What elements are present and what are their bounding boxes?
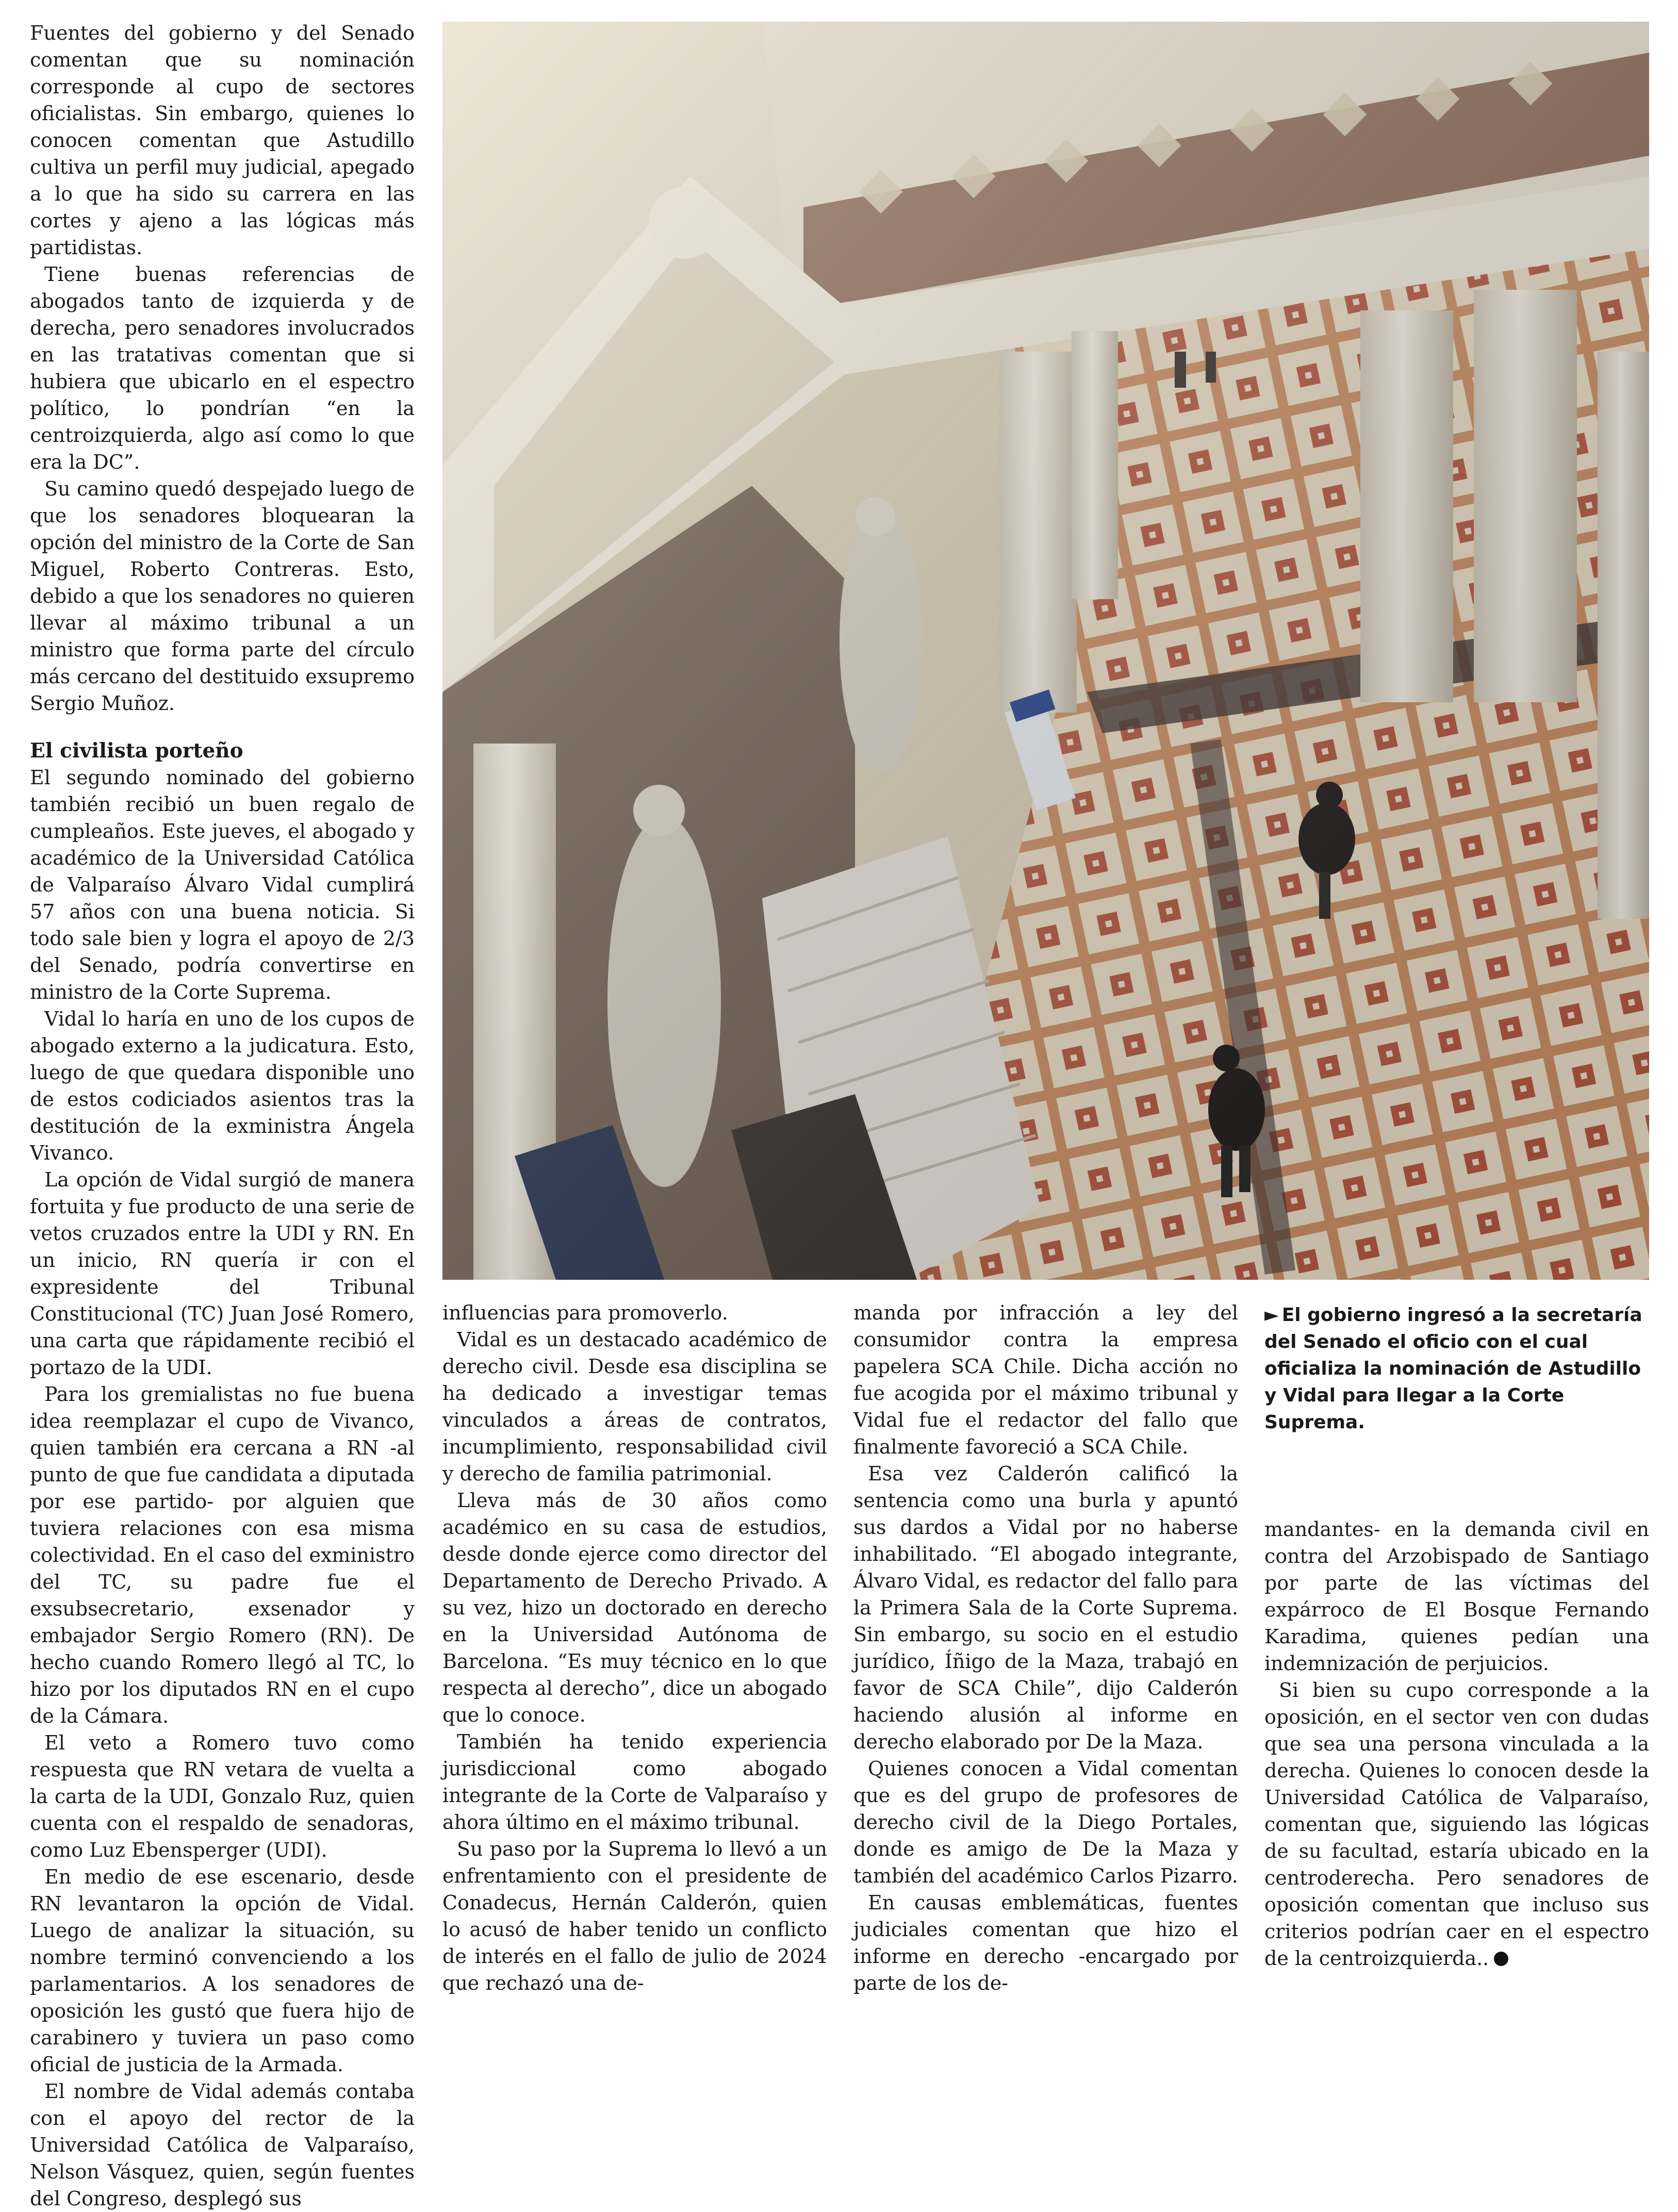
paragraph: En causas emblemáticas, fuentes judiciales comentan que hizo el informe en derecho -encargado por parte de los de- <box>853 1891 1238 1994</box>
paragraph: Vidal es un destacado académico de derecho civil. Desde esa disciplina se ha dedicado a investigar temas vinculados a áreas de contratos, incumplimiento, responsabilidad civil y derecho de familia patrimonial. <box>442 1328 827 1485</box>
paragraph: Su paso por la Suprema lo llevó a un enfrentamiento con el presidente de Conadecus, Hernán Calderón, quien lo acusó de haber tenido un conflicto de interés en el fallo de julio de 2024 que rechazó una de- <box>442 1838 827 1994</box>
paragraph: Esa vez Calderón calificó la sentencia como una burla y apuntó sus dardos a Vidal por no haberse inhabilitado. “El abogado integrante, Álvaro Vidal, es redactor del fallo para la Primera Sala de la Corte Suprema. Sin embargo, su socio en el estudio jurídico, Íñigo de la Maza, trabajó en favor de SCA Chile”, dijo Calderón haciendo alusión al informe en derecho elaborado por De la Maza. <box>853 1462 1238 1753</box>
paragraph: manda por infracción a ley del consumidor contra la empresa papelera SCA Chile. Dicha acción no fue acogida por el máximo tribunal y Vidal fue el redactor del fallo que finalmente favoreció a SCA Chile. <box>853 1301 1238 1458</box>
paragraph: En medio de ese escenario, desde RN levantaron la opción de Vidal. Luego de analizar la situación, su nombre terminó convenciendo a los parlamentarios. A los senadores de oposición les gustó que fuera hijo de carabinero y tuviera un paso como oficial de justicia de la Armada. <box>30 1866 415 2076</box>
paragraph: influencias para promoverlo. <box>442 1301 728 1324</box>
article-column-1 <box>30 20 415 2212</box>
photo-caption <box>1264 1302 1649 1436</box>
section-subheading: El civilista porteño <box>30 739 243 763</box>
article-column-4 <box>1264 1516 1649 1972</box>
paragraph: Su camino quedó despejado luego de que los senadores bloquearan la opción del ministro de la Corte de San Miguel, Roberto Contreras. Esto, debido a que los senadores no quieren llevar al máximo tribunal a un ministro que forma parte del círculo más cercano del destituido exsupremo Sergio Muñoz. <box>30 477 415 715</box>
article-column-2 <box>442 1299 827 1996</box>
caption-arrow-icon: ► <box>1264 1305 1279 1326</box>
paragraph: El veto a Romero tuvo como respuesta que RN vetara de vuelta a la carta de la UDI, Gonzalo Ruz, quien cuenta con el respaldo de senadoras, como Luz Ebensperger (UDI). <box>30 1731 415 1861</box>
caption-text: El gobierno ingresó a la secretaría del Senado el oficio con el cual oficializa la nominación de Astudillo y Vidal para llegar a la Corte Suprema. <box>1264 1305 1642 1433</box>
paragraph: Para los gremialistas no fue buena idea reemplazar el cupo de Vivanco, quien también era cercana a RN -al punto de que fue candidata a diputada por ese partido- por alguien que tuviera relaciones con esa misma colectividad. En el caso del exministro del TC, su padre fue el exsubsecretario, exsenador y embajador Sergio Romero (RN). De hecho cuando Romero llegó al TC, lo hizo por los diputados RN en el cupo de la Cámara. <box>30 1383 415 1727</box>
paragraph: Quienes conocen a Vidal comentan que es del grupo de profesores de derecho civil de la Diego Portales, donde es amigo de De la Maza y también del académico Carlos Pizarro. <box>853 1757 1238 1887</box>
paragraph: mandantes- en la demanda civil en contra del Arzobispado de Santiago por parte de las víctimas del expárroco de El Bosque Fernando Karadima, quienes pedían una indemnización de perjuicios. <box>1264 1518 1649 1675</box>
paragraph: El nombre de Vidal además contaba con el apoyo del rector de la Universidad Católica de Valparaíso, Nelson Vásquez, quien, según fuentes del Congreso, desplegó sus <box>30 2080 415 2210</box>
paragraph: El segundo nominado del gobierno también recibió un buen regalo de cumpleaños. Este jueves, el abogado y académico de la Universidad Católica de Valparaíso Álvaro Vidal cumplirá 57 años con una buena noticia. Si todo sale bien y logra el apoyo de 2/3 del Senado, podría convertirse en ministro de la Corte Suprema. <box>30 766 415 1003</box>
paragraph: La opción de Vidal surgió de manera fortuita y fue producto de una serie de vetos cruzados entre la UDI y RN. En un inicio, RN quería ir con el expresidente del Tribunal Constitucional (TC) Juan José Romero, una carta que rápidamente recibió el portazo de la UDI. <box>30 1168 415 1379</box>
paragraph <box>1264 1677 1649 1972</box>
article-photo <box>442 22 1649 1280</box>
paragraph: Fuentes del gobierno y del Senado comentan que su nominación corresponde al cupo de sectores oficialistas. Sin embargo, quienes lo conocen comentan que Astudillo cultiva un perfil muy judicial, apegado a lo que ha sido su carrera en las cortes y ajeno a las lógicas más partidistas. <box>30 22 415 259</box>
end-of-article-icon <box>1494 1952 1508 1966</box>
paragraph: También ha tenido experiencia jurisdiccional como abogado integrante de la Corte de Valparaíso y ahora último en el máximo tribunal. <box>442 1730 827 1834</box>
paragraph: Lleva más de 30 años como académico en su casa de estudios, desde donde ejerce como director del Departamento de Derecho Privado. A su vez, hizo un doctorado en derecho en la Universidad Autónoma de Barcelona. “Es muy técnico en lo que respecta al derecho”, dice un abogado que lo conoce. <box>442 1489 827 1726</box>
paragraph: Vidal lo haría en uno de los cupos de abogado externo a la judicatura. Esto, luego de que quedara disponible uno de estos codiciados asientos tras la destitución de la exministra Ángela Vivanco. <box>30 1008 415 1164</box>
article-column-3 <box>853 1299 1238 1996</box>
closing-text: Si bien su cupo corresponde a la oposición, en el sector ven con dudas que sea una persona vinculada a la derecha. Quienes lo conocen desde la Universidad Católica de Valparaíso, comentan que, siguiendo las lógicas de su facultad, estaría ubicado en la centroderecha. Pero senadores de oposición comentan que incluso sus criterios podrían caer en el espectro de la centroizquierda.. <box>1264 1679 1649 1970</box>
paragraph: Tiene buenas referencias de abogados tanto de izquierda y de derecha, pero senadores involucrados en las tratativas comentan que si hubiera que ubicarlo en el espectro político, lo pondrían “en la centroizquierda, algo así como lo que era la DC”. <box>30 263 415 473</box>
